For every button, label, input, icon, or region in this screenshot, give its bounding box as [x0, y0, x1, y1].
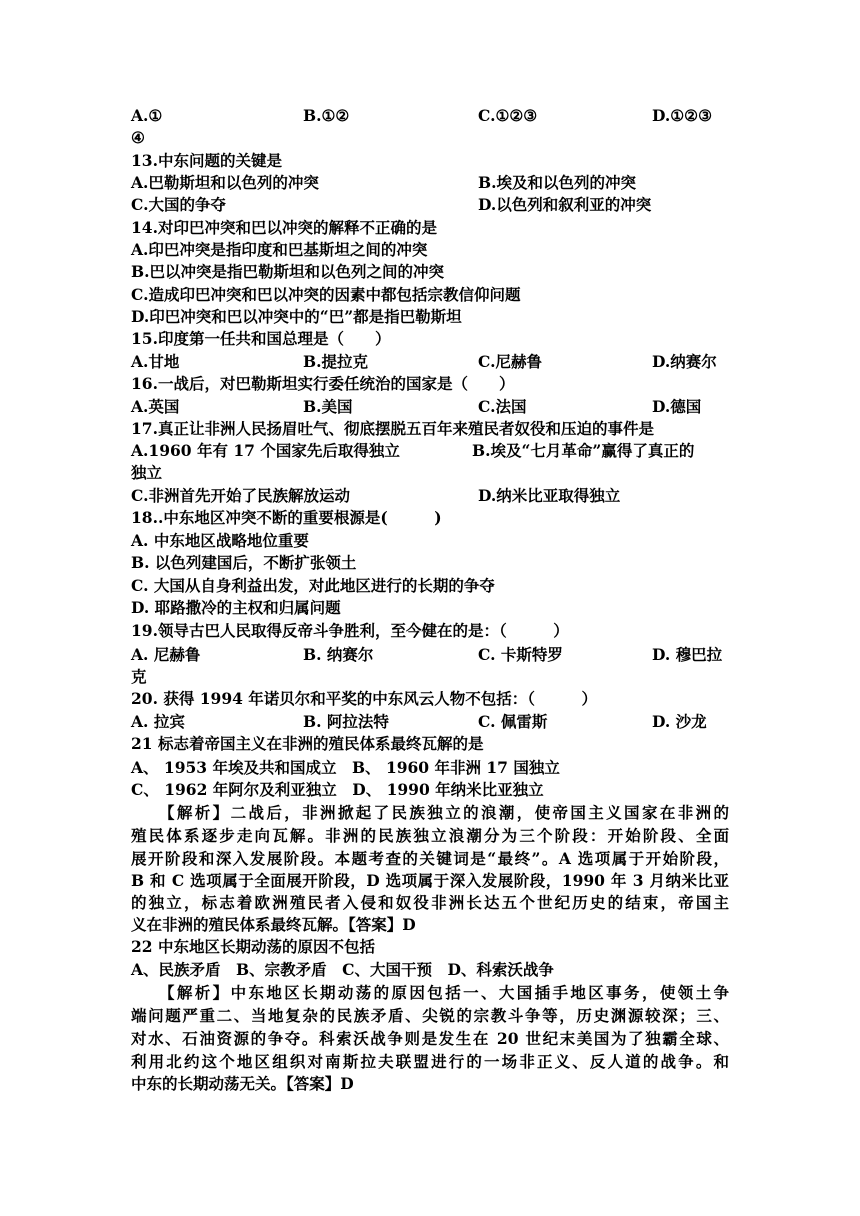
- option-c: C.造成印巴冲突和巴以冲突的因素中都包括宗教信仰问题: [131, 285, 521, 304]
- option-b: B. 以色列建国后，不断扩张领土: [131, 553, 357, 572]
- option-c: C. 佩雷斯: [478, 712, 548, 731]
- analysis-line: 展开阶段和深入发展阶段。本题考查的关键词是“最终”。A 选项属于开始阶段，: [131, 849, 729, 868]
- option-a: A.甘地: [131, 352, 180, 371]
- option-a: A.英国: [131, 397, 180, 416]
- analysis-line: 的独立，标志着欧洲殖民者入侵和奴役非洲长达五个世纪历史的结束，帝国主: [131, 893, 729, 912]
- analysis-line: 端问题严重二、当地复杂的民族矛盾、尖锐的宗教斗争等，历史渊源较深；三、: [131, 1006, 729, 1025]
- question-stem: 19.领导古巴人民取得反帝斗争胜利，至今健在的是：（ ）: [131, 621, 569, 640]
- options-line-1: A、 1953 年埃及共和国成立 B、 1960 年非洲 17 国独立: [131, 758, 560, 777]
- question-stem: 22 中东地区长期动荡的原因不包括: [131, 937, 375, 956]
- question-stem: 13.中东问题的关键是: [131, 151, 282, 170]
- option-a: A.巴勒斯坦和以色列的冲突: [131, 173, 319, 192]
- q12-option-d-continued: ④: [131, 128, 145, 147]
- option-c: C.非洲首先开始了民族解放运动: [131, 486, 350, 505]
- question-stem: 18..中东地区冲突不断的重要根源是( ): [131, 508, 442, 527]
- option-c: C.法国: [478, 397, 527, 416]
- option-d: D.以色列和叙利亚的冲突: [478, 195, 652, 214]
- option-b-continued: 独立: [131, 463, 163, 482]
- option-b: B.提拉克: [303, 352, 368, 371]
- option-b: B.美国: [303, 397, 353, 416]
- option-d: D.纳赛尔: [652, 352, 717, 371]
- option-c: C.大国的争夺: [131, 195, 226, 214]
- option-a: A.1960 年有 17 个国家先后取得独立: [131, 441, 400, 460]
- option-a: A.印巴冲突是指印度和巴基斯坦之间的冲突: [131, 240, 428, 259]
- option-d: D. 耶路撒冷的主权和归属问题: [131, 598, 341, 617]
- q12-option-c: C.①②③: [478, 106, 538, 125]
- option-d: D.印巴冲突和巴以冲突中的“巴”都是指巴勒斯坦: [131, 307, 462, 326]
- q12-option-d: D.①②③: [652, 106, 712, 125]
- option-c: C. 大国从自身利益出发，对此地区进行的长期的争夺: [131, 576, 495, 595]
- option-d: D. 穆巴拉: [652, 645, 723, 664]
- option-b: B.埃及和以色列的冲突: [478, 173, 636, 192]
- options-line-2: C、 1962 年阿尔及利亚独立 D、 1990 年纳米比亚独立: [131, 780, 544, 799]
- analysis-line: 利用北约这个地区组织对南斯拉夫联盟进行的一场非正义、反人道的战争。和: [131, 1052, 729, 1071]
- question-stem: 15.印度第一任共和国总理是（ ）: [131, 329, 391, 348]
- option-b: B.巴以冲突是指巴勒斯坦和以色列之间的冲突: [131, 262, 444, 281]
- q12-option-b: B.①②: [303, 106, 350, 125]
- option-a: A. 中东地区战略地位重要: [131, 531, 309, 550]
- analysis-line: 中东的长期动荡无关。【答案】D: [131, 1074, 354, 1093]
- option-b: B. 纳赛尔: [303, 645, 374, 664]
- question-stem: 17.真正让非洲人民扬眉吐气、彻底摆脱五百年来殖民者奴役和压迫的事件是: [131, 419, 654, 438]
- options-line: A、民族矛盾 B、宗教矛盾 C、大国干预 D、科索沃战争: [131, 960, 554, 979]
- option-c: C. 卡斯特罗: [478, 645, 563, 664]
- option-b: B. 阿拉法特: [303, 712, 389, 731]
- question-stem: 16.一战后，对巴勒斯坦实行委任统治的国家是（ ）: [131, 374, 515, 393]
- question-stem: 21 标志着帝国主义在非洲的殖民体系最终瓦解的是: [131, 734, 484, 753]
- option-d: D. 沙龙: [652, 712, 707, 731]
- analysis-line: B 和 C 选项属于全面展开阶段，D 选项属于深入发展阶段，1990 年 3 月纳米比亚: [131, 871, 729, 890]
- analysis-line: 殖民体系逐步走向瓦解。非洲的民族独立浪潮分为三个阶段：开始阶段、全面: [131, 826, 729, 845]
- analysis-line: 【解析】二战后，非洲掀起了民族独立的浪潮，使帝国主义国家在非洲的: [131, 803, 729, 822]
- analysis-line: 【解析】中东地区长期动荡的原因包括一、大国插手地区事务，使领土争: [131, 983, 729, 1002]
- option-a: A. 拉宾: [131, 712, 185, 731]
- option-d-continued: 克: [131, 667, 147, 686]
- question-stem: 14.对印巴冲突和巴以冲突的解释不正确的是: [131, 218, 437, 237]
- option-a: A. 尼赫鲁: [131, 645, 201, 664]
- question-stem: 20. 获得 1994 年诺贝尔和平奖的中东风云人物不包括：（ ）: [131, 689, 598, 708]
- option-b: B.埃及“七月革命”赢得了真正的: [472, 441, 695, 460]
- q12-option-a: A.①: [131, 106, 163, 125]
- analysis-line: 义在非洲的殖民体系最终瓦解。【答案】D: [131, 915, 416, 934]
- analysis-line: 对水、石油资源的争夺。科索沃战争则是发生在 20 世纪末美国为了独霸全球、: [131, 1029, 729, 1048]
- option-d: D.德国: [652, 397, 702, 416]
- option-c: C.尼赫鲁: [478, 352, 542, 371]
- option-d: D.纳米比亚取得独立: [478, 486, 621, 505]
